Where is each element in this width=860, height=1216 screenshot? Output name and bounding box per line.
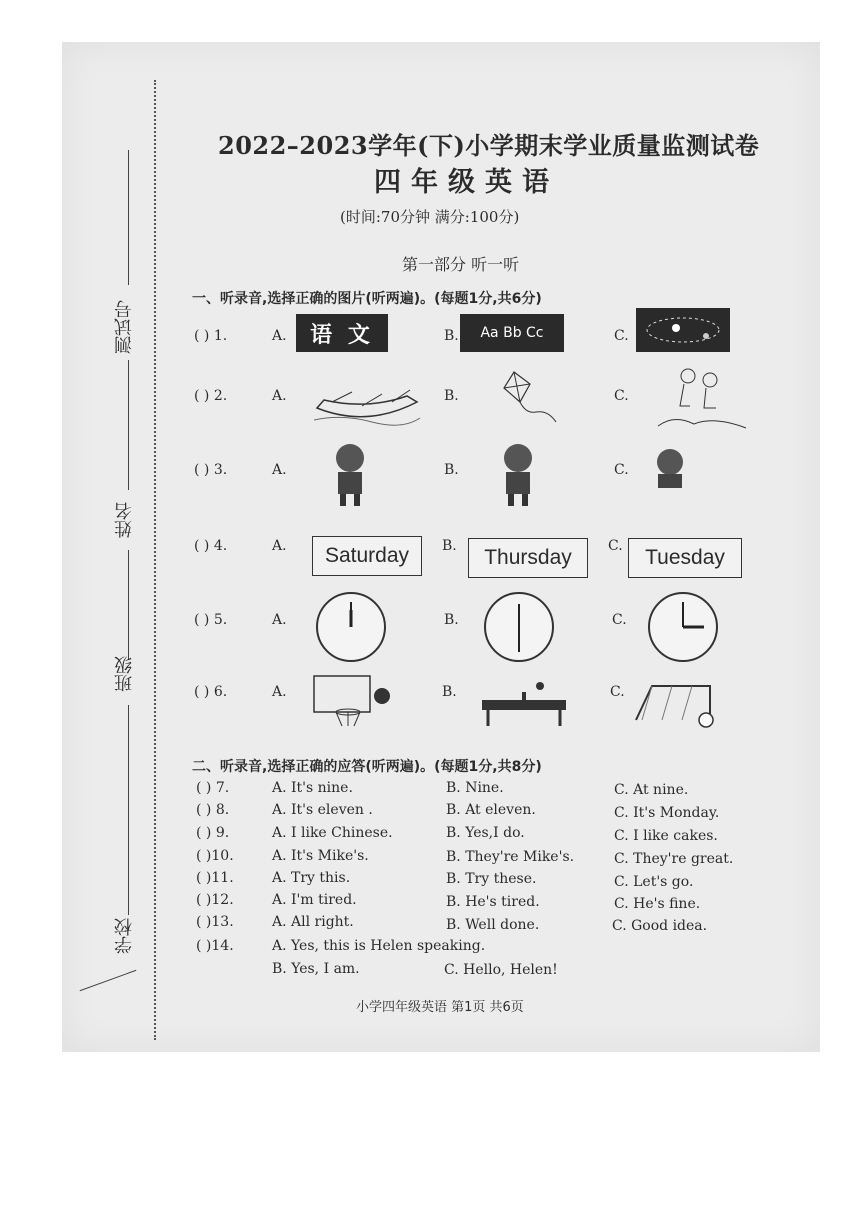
q14-option-a: A. Yes, this is Helen speaking. bbox=[272, 938, 486, 954]
name-line bbox=[128, 550, 129, 660]
exam-id-line-2 bbox=[128, 360, 129, 490]
page-footer: 小学四年级英语 第1页 共6页 bbox=[356, 1000, 524, 1015]
q6-number: ( ) 6. bbox=[194, 684, 228, 700]
hiking-kids-icon bbox=[654, 364, 750, 438]
football-goal-icon bbox=[632, 680, 720, 730]
q5-option-c: C. bbox=[612, 612, 627, 628]
basketball-hoop-icon bbox=[312, 674, 392, 728]
q11-option-c: C. Let's go. bbox=[614, 874, 694, 890]
q11-option-b: B. Try these. bbox=[446, 871, 537, 887]
section1-heading: 一、听录音,选择正确的图片(听两遍)。(每题1分,共6分) bbox=[192, 291, 542, 307]
q12-option-a: A. I'm tired. bbox=[272, 892, 357, 908]
boat-icon bbox=[312, 380, 422, 430]
exam-id-label: 测试号 bbox=[114, 300, 135, 354]
q3-number: ( ) 3. bbox=[194, 462, 228, 478]
class-label: 班级 bbox=[114, 656, 135, 692]
time-info: (时间:70分钟 满分:100分) bbox=[340, 208, 520, 226]
q3-option-b: B. bbox=[444, 462, 459, 478]
q1-option-a: A. bbox=[272, 328, 287, 344]
q8-option-b: B. At eleven. bbox=[446, 802, 536, 818]
q9-option-c: C. I like cakes. bbox=[614, 828, 718, 844]
q13-option-a: A. All right. bbox=[272, 914, 354, 930]
q4-option-b: B. bbox=[442, 538, 457, 554]
q1-number: ( ) 1. bbox=[194, 328, 228, 344]
name-label: 姓名 bbox=[114, 502, 135, 538]
q6-option-c: C. bbox=[610, 684, 625, 700]
q4-number: ( ) 4. bbox=[194, 538, 228, 554]
tuesday-card: Tuesday bbox=[628, 538, 742, 578]
q10-option-a: A. It's Mike's. bbox=[272, 848, 369, 864]
q11-number: ( )11. bbox=[196, 870, 234, 886]
kite-icon bbox=[496, 368, 566, 432]
clock-three-icon bbox=[646, 590, 720, 664]
q5-option-b: B. bbox=[444, 612, 459, 628]
q8-option-c: C. It's Monday. bbox=[614, 805, 720, 821]
tired-boy-icon bbox=[494, 440, 546, 508]
q7-option-b: B. Nine. bbox=[446, 780, 504, 796]
q7-number: ( ) 7. bbox=[196, 780, 230, 796]
saturday-card: Saturday bbox=[312, 536, 422, 576]
clock-six-icon bbox=[482, 590, 556, 664]
q2-option-c: C. bbox=[614, 388, 629, 404]
q1-option-b: B. bbox=[444, 328, 459, 344]
q9-option-a: A. I like Chinese. bbox=[272, 825, 393, 841]
clock-twelve-icon bbox=[314, 590, 388, 664]
q14-option-c: C. Hello, Helen! bbox=[444, 962, 558, 978]
exam-id-line bbox=[128, 150, 129, 285]
q6-option-b: B. bbox=[442, 684, 457, 700]
q9-option-b: B. Yes,I do. bbox=[446, 825, 525, 841]
hungry-boy-icon bbox=[650, 446, 694, 490]
section2-heading: 二、听录音,选择正确的应答(听两遍)。(每题1分,共8分) bbox=[192, 759, 542, 775]
q13-option-c: C. Good idea. bbox=[612, 918, 708, 934]
q12-option-c: C. He's fine. bbox=[614, 896, 701, 912]
cold-boy-icon bbox=[326, 440, 378, 508]
q4-option-a: A. bbox=[272, 538, 287, 554]
q14-number: ( )14. bbox=[196, 938, 234, 954]
exam-title: 2022–2023学年(下)小学期末学业质量监测试卷 bbox=[218, 131, 760, 160]
q2-option-a: A. bbox=[272, 388, 287, 404]
school-label: 学校 bbox=[114, 918, 135, 954]
q10-option-c: C. They're great. bbox=[614, 851, 734, 867]
part-title: 第一部分 听一听 bbox=[402, 255, 520, 274]
q2-number: ( ) 2. bbox=[194, 388, 228, 404]
q3-option-a: A. bbox=[272, 462, 287, 478]
q9-number: ( ) 9. bbox=[196, 825, 230, 841]
english-letters-image: Aa Bb Cc bbox=[460, 314, 564, 352]
binding-dotted-line bbox=[154, 80, 156, 1040]
q12-number: ( )12. bbox=[196, 892, 234, 908]
q13-option-b: B. Well done. bbox=[446, 917, 540, 933]
q10-number: ( )10. bbox=[196, 848, 234, 864]
q5-number: ( ) 5. bbox=[194, 612, 228, 628]
q12-option-b: B. He's tired. bbox=[446, 894, 540, 910]
q6-option-a: A. bbox=[272, 684, 287, 700]
q7-option-a: A. It's nine. bbox=[272, 780, 353, 796]
chinese-book-image: 语 文 bbox=[296, 314, 388, 352]
exam-subject: 四年级英语 bbox=[374, 167, 559, 198]
space-image bbox=[636, 308, 730, 352]
q10-option-b: B. They're Mike's. bbox=[446, 849, 575, 865]
q8-option-a: A. It's eleven . bbox=[272, 802, 373, 818]
q2-option-b: B. bbox=[444, 388, 459, 404]
q5-option-a: A. bbox=[272, 612, 287, 628]
q1-option-c: C. bbox=[614, 328, 629, 344]
thursday-card: Thursday bbox=[468, 538, 588, 578]
planet-orbit-icon bbox=[636, 308, 730, 352]
q14-option-b: B. Yes, I am. bbox=[272, 961, 360, 977]
q7-option-c: C. At nine. bbox=[614, 782, 689, 798]
q3-option-c: C. bbox=[614, 462, 629, 478]
q4-option-c: C. bbox=[608, 538, 623, 554]
class-line bbox=[128, 705, 129, 915]
q11-option-a: A. Try this. bbox=[272, 870, 351, 886]
q8-number: ( ) 8. bbox=[196, 802, 230, 818]
q13-number: ( )13. bbox=[196, 914, 234, 930]
ping-pong-table-icon bbox=[478, 680, 570, 728]
